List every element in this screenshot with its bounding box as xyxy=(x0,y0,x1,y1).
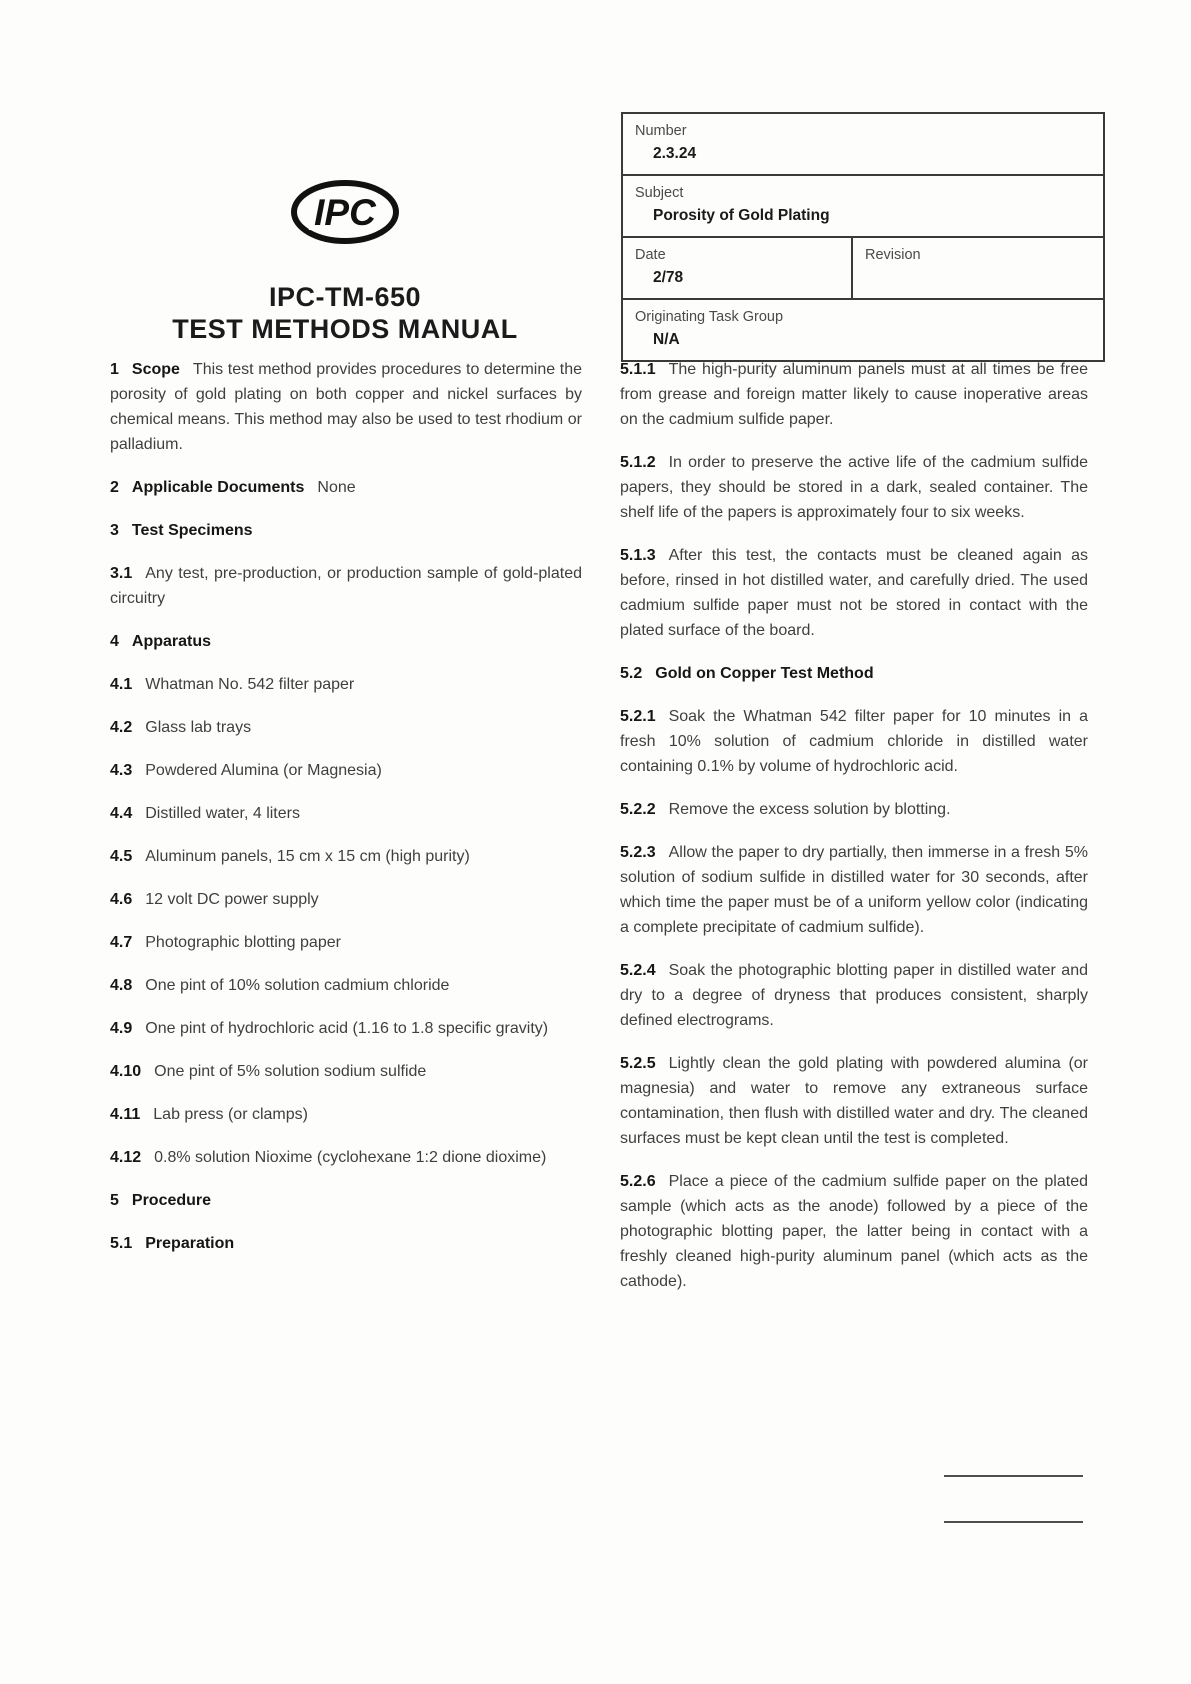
section-number: 5.2.2 xyxy=(620,801,656,818)
section-4 xyxy=(110,629,582,654)
section-text: Whatman No. 542 filter paper xyxy=(145,676,355,693)
section-text: Glass lab trays xyxy=(145,719,252,736)
subject-value: Porosity of Gold Plating xyxy=(653,207,830,224)
section-text: After this test, the contacts must be cleaned again as before, rinsed in hot distilled water, and carefully dried. The used cadmium sulfide paper must not be stored in contact with the plated surface of the board. xyxy=(620,547,1088,639)
section-text: None xyxy=(317,479,356,496)
section-4-8 xyxy=(110,973,582,998)
section-number: 4.7 xyxy=(110,934,133,951)
task-group-row xyxy=(623,300,1103,360)
section-number: 4.10 xyxy=(110,1063,142,1080)
section-number: 5.1.2 xyxy=(620,454,656,471)
section-text: One pint of 10% solution cadmium chloride xyxy=(145,977,450,994)
section-text: Soak the Whatman 542 filter paper for 10 minutes in a fresh 10% solution of cadmium chloride in distilled water containing 0.1% by volume of hydrochloric acid. xyxy=(620,708,1088,775)
ipc-logo-text: IPC xyxy=(314,192,376,233)
section-number: 5.1 xyxy=(110,1235,133,1252)
section-number: 4.2 xyxy=(110,719,133,736)
date-revision-row xyxy=(623,238,1103,300)
section-text: Lightly clean the gold plating with powdered alumina (or magnesia) and water to remove any extraneous surface contamination, then flush with distilled water and dry. The cleaned surfaces must be kept clean until the test is completed. xyxy=(620,1055,1088,1147)
section-number: 4.5 xyxy=(110,848,133,865)
left-column xyxy=(110,357,582,1274)
section-text: Distilled water, 4 liters xyxy=(145,805,300,822)
right-column xyxy=(620,357,1088,1312)
section-number: 5.2 xyxy=(620,665,643,682)
section-5-1-1 xyxy=(620,357,1088,432)
section-number: 4.9 xyxy=(110,1020,133,1037)
section-number: 5.1.1 xyxy=(620,361,656,378)
section-number: 4.12 xyxy=(110,1149,142,1166)
section-text: Powdered Alumina (or Magnesia) xyxy=(145,762,382,779)
section-number: 4.4 xyxy=(110,805,133,822)
section-1 xyxy=(110,357,582,457)
section-number: 5.2.3 xyxy=(620,844,656,861)
section-number: 5 xyxy=(110,1192,119,1209)
section-title: Apparatus xyxy=(131,633,212,650)
section-text: Soak the photographic blotting paper in distilled water and dry to a degree of dryness that produces consistent, sharply defined electrograms. xyxy=(620,962,1088,1029)
section-number: 5.1.3 xyxy=(620,547,656,564)
section-number: 3 xyxy=(110,522,119,539)
section-5-2-6 xyxy=(620,1169,1088,1294)
section-number: 5.2.1 xyxy=(620,708,656,725)
section-5-2-1 xyxy=(620,704,1088,779)
section-number: 2 xyxy=(110,479,119,496)
number-label: Number xyxy=(635,123,687,139)
section-text: This test method provides procedures to determine the porosity of gold plating on both copper and nickel surfaces by chemical means. This method may also be used to test rhodium or palladium. xyxy=(110,361,582,453)
section-text: Aluminum panels, 15 cm x 15 cm (high purity) xyxy=(145,848,470,865)
task-group-label: Originating Task Group xyxy=(635,309,784,325)
section-number: 4.3 xyxy=(110,762,133,779)
section-4-11 xyxy=(110,1102,582,1127)
section-text: In order to preserve the active life of the cadmium sulfide papers, they should be stored in a dark, sealed container. The shelf life of the papers is approximately four to six weeks. xyxy=(620,454,1088,521)
section-title: Procedure xyxy=(131,1192,212,1209)
section-4-10 xyxy=(110,1059,582,1084)
section-5-2-3 xyxy=(620,840,1088,940)
section-4-5 xyxy=(110,844,582,869)
section-3-1 xyxy=(110,561,582,611)
subject-row xyxy=(623,176,1103,238)
section-5 xyxy=(110,1188,582,1213)
section-number: 1 xyxy=(110,361,119,378)
section-text: One pint of 5% solution sodium sulfide xyxy=(154,1063,427,1080)
task-group-value: N/A xyxy=(653,331,680,348)
section-title: Applicable Documents xyxy=(131,479,305,496)
section-4-4 xyxy=(110,801,582,826)
section-text: Place a piece of the cadmium sulfide paper on the plated sample (which acts as the anode) followed by a piece of the photographic blotting paper, the latter being in contact with a freshly cleaned high-purity aluminum panel (which acts as the cathode). xyxy=(620,1173,1088,1290)
section-number: 3.1 xyxy=(110,565,133,582)
horizontal-rule-1 xyxy=(944,1475,1083,1477)
section-text: Photographic blotting paper xyxy=(145,934,341,951)
date-label: Date xyxy=(635,247,666,263)
section-5-1-2 xyxy=(620,450,1088,525)
section-5-1-3 xyxy=(620,543,1088,643)
ipc-logo-icon xyxy=(290,178,400,251)
section-text: The high-purity aluminum panels must at all times be free from grease and foreign matter likely to cause inoperative areas on the cadmium sulfide paper. xyxy=(620,361,1088,428)
section-number: 4.6 xyxy=(110,891,133,908)
number-value: 2.3.24 xyxy=(653,145,697,162)
section-4-12 xyxy=(110,1145,582,1170)
section-number: 4 xyxy=(110,633,119,650)
section-title: Test Specimens xyxy=(131,522,253,539)
section-4-7 xyxy=(110,930,582,955)
section-title: Gold on Copper Test Method xyxy=(655,665,874,682)
section-text: 12 volt DC power supply xyxy=(145,891,319,908)
section-text: Any test, pre-production, or production sample of gold-plated circuitry xyxy=(110,565,582,607)
section-text: Allow the paper to dry partially, then immerse in a fresh 5% solution of sodium sulfide in distilled water for 30 seconds, after which time the paper must be of a uniform yellow color (indicating a complete precipitate of cadmium sulfide). xyxy=(620,844,1088,936)
section-2 xyxy=(110,475,582,500)
section-4-2 xyxy=(110,715,582,740)
section-4-1 xyxy=(110,672,582,697)
section-5-1 xyxy=(110,1231,582,1256)
section-5-2-5 xyxy=(620,1051,1088,1151)
brand-block xyxy=(108,178,582,345)
revision-value xyxy=(865,266,1091,288)
section-4-6 xyxy=(110,887,582,912)
section-text: One pint of hydrochloric acid (1.16 to 1.8 specific gravity) xyxy=(145,1020,549,1037)
revision-label: Revision xyxy=(865,247,921,263)
section-text: Lab press (or clamps) xyxy=(153,1106,308,1123)
manual-title-line2: TEST METHODS MANUAL xyxy=(172,314,518,344)
section-number: 5.2.5 xyxy=(620,1055,656,1072)
section-3 xyxy=(110,518,582,543)
section-5-2-2 xyxy=(620,797,1088,822)
section-4-9 xyxy=(110,1016,582,1041)
subject-label: Subject xyxy=(635,185,684,201)
section-title: Preparation xyxy=(145,1235,235,1252)
section-5-2-4 xyxy=(620,958,1088,1033)
section-title: Scope xyxy=(131,361,180,378)
section-4-3 xyxy=(110,758,582,783)
section-number: 4.8 xyxy=(110,977,133,994)
section-text: Remove the excess solution by blotting. xyxy=(668,801,951,818)
section-number: 4.11 xyxy=(110,1106,141,1123)
manual-title-line1: IPC-TM-650 xyxy=(268,282,422,312)
revision-cell xyxy=(853,238,1103,298)
horizontal-rule-2 xyxy=(944,1521,1083,1523)
section-text: 0.8% solution Nioxime (cyclohexane 1:2 dione dioxime) xyxy=(154,1149,547,1166)
date-cell xyxy=(623,238,853,298)
date-value: 2/78 xyxy=(653,269,684,286)
section-5-2 xyxy=(620,661,1088,686)
number-row xyxy=(623,114,1103,176)
section-number: 4.1 xyxy=(110,676,133,693)
section-number: 5.2.6 xyxy=(620,1173,656,1190)
header-info-table xyxy=(621,112,1105,362)
section-number: 5.2.4 xyxy=(620,962,656,979)
